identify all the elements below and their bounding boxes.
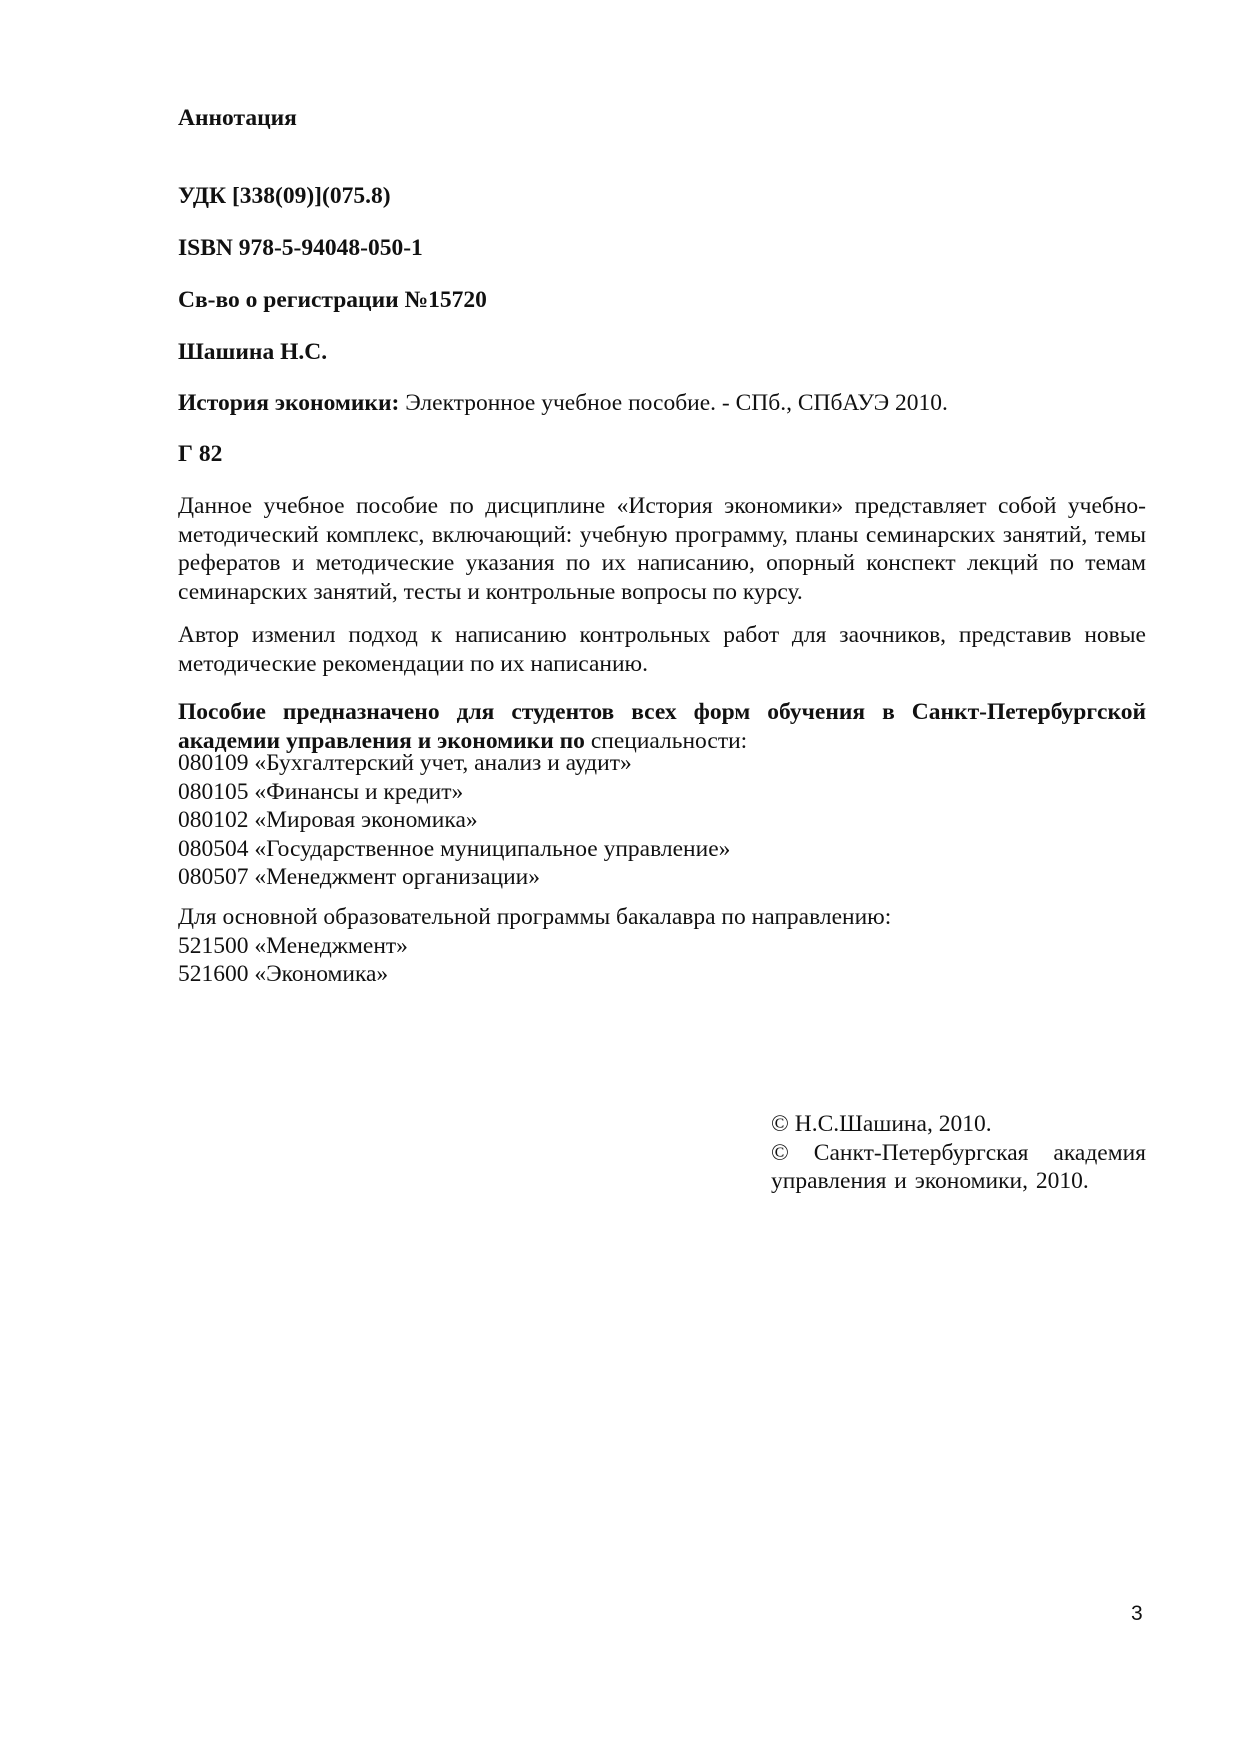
copyright-block (771, 1110, 1146, 1196)
list-item: 521600 «Экономика» (178, 961, 389, 987)
list-item: 080105 «Финансы и кредит» (178, 778, 464, 805)
registration-line: Св-во о регистрации №15720 (178, 287, 487, 313)
bachelor-section (178, 903, 1146, 989)
copyright-author: © Н.С.Шашина, 2010. (771, 1111, 992, 1137)
copyright-academy: © Санкт-Петербургская академия управления и экономики, 2010. (771, 1139, 1146, 1194)
citation-title: История экономики: (178, 390, 400, 416)
purpose-paragraph (178, 698, 1146, 755)
classification-code: Г 82 (178, 441, 223, 467)
annotation-heading: Аннотация (178, 105, 297, 131)
bachelor-intro: Для основной образовательной программы бакалавра по направлению: (178, 904, 892, 930)
citation-rest: Электронное учебное пособие. - СПб., СПбАУЭ 2010. (399, 390, 948, 416)
author-line: Шашина Н.С. (178, 339, 328, 365)
specialties-list (178, 749, 1146, 892)
author-note-paragraph: Автор изменил подход к написанию контрольных работ для заочников, представив новые методические рекомендации по их написанию. (178, 622, 1146, 677)
page-number: 3 (1131, 1602, 1143, 1625)
udk-line: УДК [338(09)](075.8) (178, 183, 391, 209)
list-item: 080109 «Бухгалтерский учет, анализ и аудит» (178, 750, 632, 776)
list-item: 521500 «Менеджмент» (178, 932, 408, 959)
citation-line (178, 389, 1146, 418)
list-item: 080102 «Мировая экономика» (178, 807, 478, 833)
isbn-line: ISBN 978-5-94048-050-1 (178, 235, 423, 261)
list-item: 080504 «Государственное муниципальное управление» (178, 835, 731, 862)
list-item: 080507 «Менеджмент организации» (178, 864, 540, 890)
purpose-bold: Пособие предназначено для студентов всех форм обучения в Санкт-Петербургской академии управления и экономики по (178, 699, 1146, 754)
description-paragraph: Данное учебное пособие по дисциплине «История экономики» представляет собой учебно-методический комплекс, включающий: учебную программу, планы семинарских занятий, темы рефератов и методические указания по их написанию, опорный конспект лекций по темам семинарских занятий, тесты и контрольные вопросы по курсу. (178, 493, 1146, 605)
purpose-normal: специальности: (584, 727, 748, 754)
